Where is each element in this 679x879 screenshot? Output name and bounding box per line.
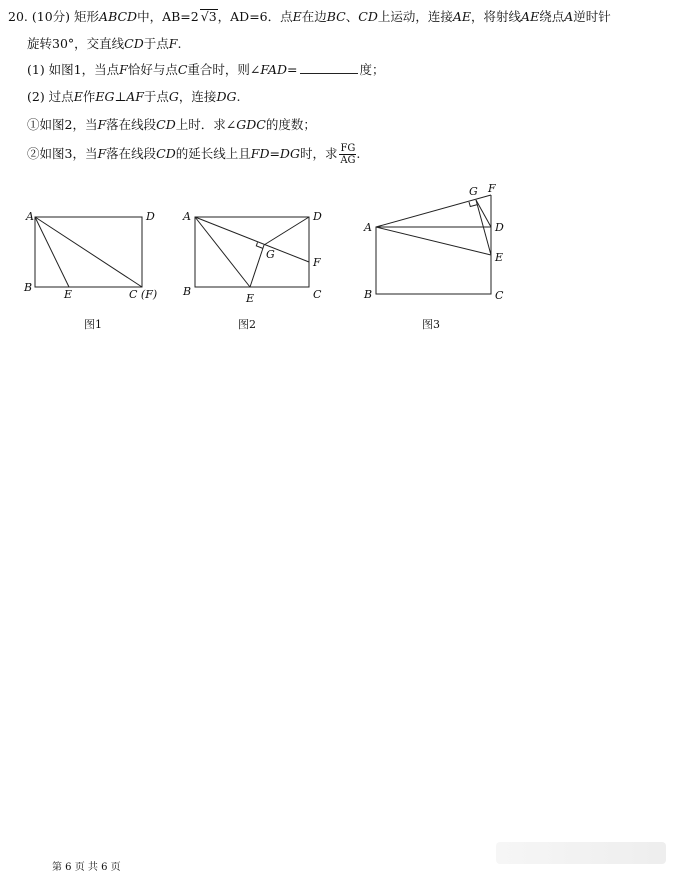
part-text: 恰好与点: [127, 62, 178, 77]
fig3-label-g: G: [469, 185, 478, 198]
side-bc: BC: [326, 9, 346, 24]
fig2-caption: 图2: [238, 318, 256, 331]
angle-gdc: GDC: [236, 117, 266, 132]
fig3-label-a: A: [364, 221, 372, 234]
part-text: 作: [82, 89, 96, 104]
fig1-segment-ae: [35, 217, 69, 287]
stem-text: 、: [345, 9, 359, 24]
point-a: A: [564, 9, 574, 24]
sub-text: ①如图2，当: [27, 117, 98, 132]
stem-text: 中，AB=2: [137, 9, 199, 24]
fraction-denominator: AG: [340, 155, 356, 166]
segment-ae: AE: [452, 9, 472, 24]
sub-text: 的延长线上且: [175, 146, 251, 161]
fig2-label-f: F: [313, 256, 321, 269]
stem-text: ，将射线: [471, 9, 522, 24]
sub-text: 上时．求∠: [175, 117, 237, 132]
side-cd: CD: [156, 117, 176, 132]
stem-text: 旋转30°，交直线: [27, 36, 125, 51]
side-cd: CD: [358, 9, 378, 24]
fig3-label-d: D: [495, 221, 504, 234]
figure-3: [376, 195, 491, 294]
stem-text: 在边: [301, 9, 327, 24]
fig2-label-g: G: [266, 248, 275, 261]
point-f: F: [168, 36, 178, 51]
fig1-label-b: B: [24, 281, 33, 294]
figure-1: [35, 217, 142, 287]
sub-text: .: [356, 146, 361, 161]
part-text: 于点: [143, 89, 169, 104]
part-text: (2) 过点: [27, 89, 74, 104]
sub-text: 的度数；: [265, 117, 316, 132]
part-text: ，连接: [178, 89, 217, 104]
fig3-caption: 图3: [422, 318, 440, 331]
fig2-label-a: A: [183, 210, 191, 223]
fig1-segment-ac: [35, 217, 142, 287]
equals-sign: =: [287, 62, 298, 77]
rect-name: ABCD: [99, 9, 138, 24]
stem-text: 逆时针: [573, 9, 611, 24]
point-f: F: [97, 117, 107, 132]
fraction-numerator: FG: [340, 143, 356, 154]
point-c: C: [177, 62, 188, 77]
problem-number: 20.: [8, 9, 28, 24]
sub-text: ②如图3，当: [27, 146, 98, 161]
problem-score: (10分): [31, 9, 71, 24]
sqrt-three: √3: [200, 9, 217, 24]
fig2-label-e: E: [246, 292, 255, 305]
fig3-label-e: E: [495, 251, 504, 264]
sqrt-value: 3: [208, 9, 217, 24]
fig2-label-b: B: [183, 285, 192, 298]
point-f: F: [119, 62, 128, 77]
stem-text: 矩形: [74, 9, 100, 24]
part-text: 度；: [359, 62, 385, 77]
sub-text: 落在线段: [106, 146, 157, 161]
angle-fad: FAD: [260, 62, 288, 77]
stem-text: .: [177, 36, 182, 51]
fig3-label-c: C: [495, 289, 504, 302]
sub-text: 时，求: [299, 146, 338, 161]
part-text: (1) 如图1，当点: [27, 62, 120, 77]
fig1-label-d: D: [146, 210, 155, 223]
point-f: F: [97, 146, 107, 161]
side-cd: CD: [124, 36, 144, 51]
stem-text: 于点: [143, 36, 169, 51]
fig2-segment-eg: [250, 245, 264, 287]
fig2-segment-gd: [264, 217, 309, 245]
fig3-segment-gd: [476, 200, 491, 227]
page-footer: 第 6 页 共 6 页: [52, 862, 121, 873]
fig1-caption: 图1: [84, 318, 102, 331]
fig1-label-cf: C (F): [129, 288, 158, 301]
fig2-label-c: C: [313, 288, 322, 301]
segment-ae: AE: [521, 9, 540, 24]
fig3-segment-af: [376, 195, 491, 227]
fig1-label-a: A: [26, 210, 34, 223]
sub-text: 落在线段: [106, 117, 157, 132]
part-text: .: [236, 89, 241, 104]
part-text: 重合时，则∠: [187, 62, 261, 77]
fig3-label-f: F: [488, 182, 496, 195]
stem-text: 绕点: [539, 9, 565, 24]
fig3-label-b: B: [364, 288, 373, 301]
fig1-label-e: E: [64, 288, 73, 301]
perpendicular-eg-af: EG⊥AF: [95, 89, 144, 104]
side-cd: CD: [156, 146, 176, 161]
fig3-rectangle: [376, 227, 491, 294]
stem-text: ，AD=6．点: [217, 9, 293, 24]
segment-dg: DG: [216, 89, 237, 104]
point-e: E: [292, 9, 302, 24]
watermark: [496, 842, 666, 864]
point-g: G: [168, 89, 179, 104]
stem-text: 上运动，连接: [377, 9, 453, 24]
equation-fd-dg: FD=DG: [250, 146, 300, 161]
fig2-label-d: D: [313, 210, 322, 223]
fig3-segment-ae: [376, 227, 491, 255]
figure-2: [195, 217, 309, 287]
point-e: E: [73, 89, 83, 104]
fig3-right-angle-mark: [469, 202, 477, 207]
